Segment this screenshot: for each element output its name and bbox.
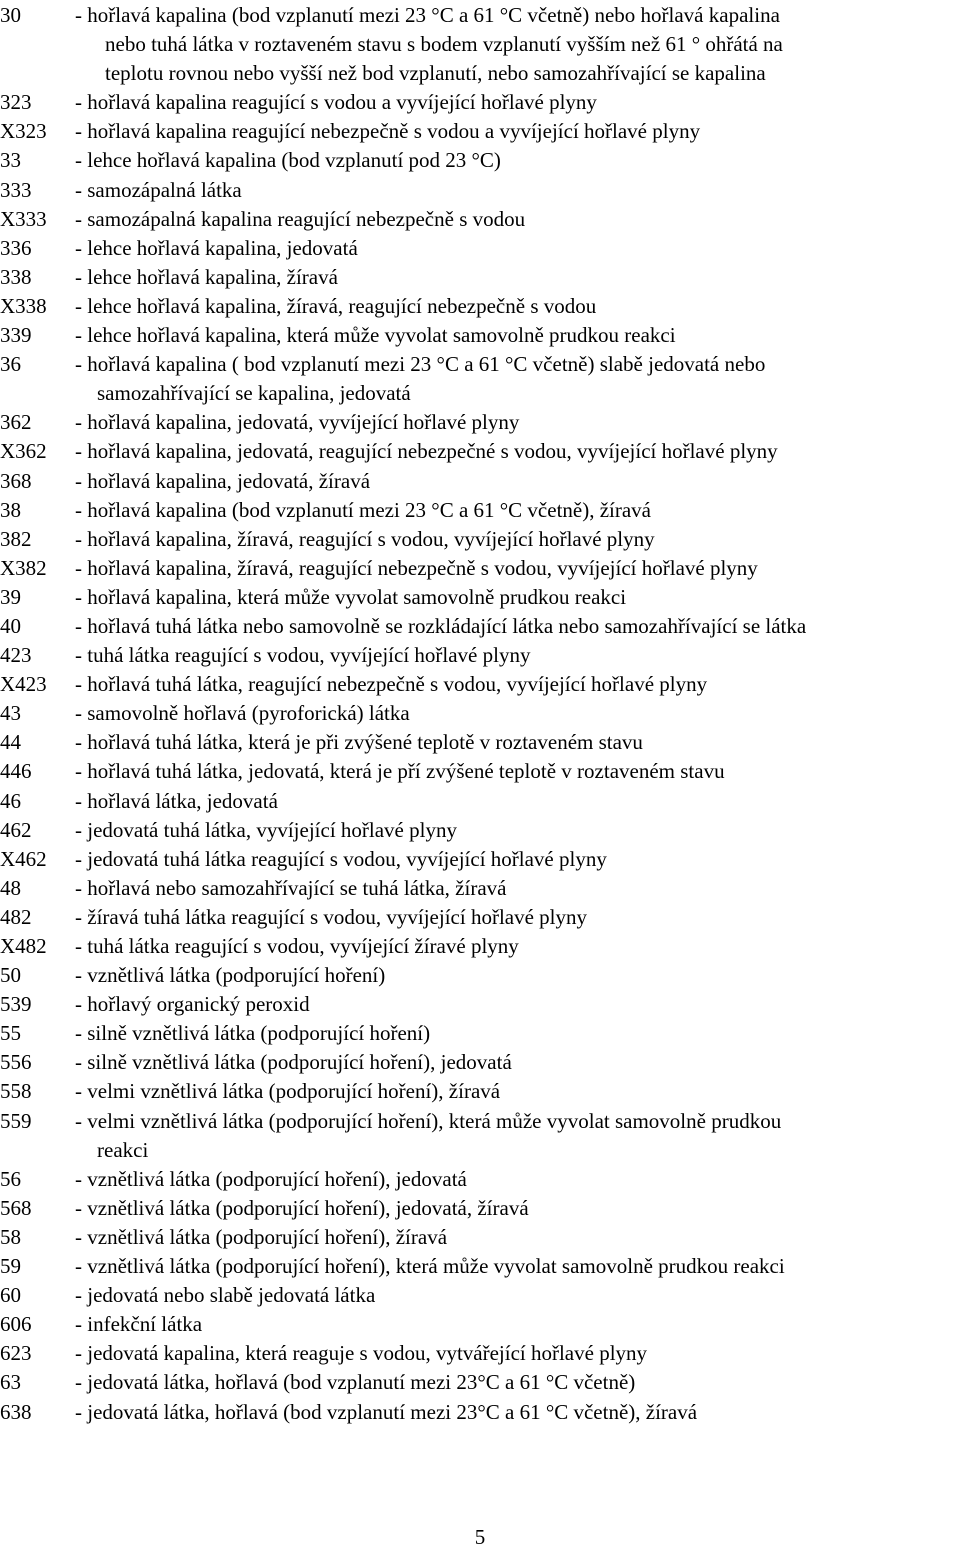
hazard-description [75,1223,960,1252]
description-line: - tuhá látka reagující s vodou, vyvíjející žíravé plyny [75,934,519,958]
description-line: nebo tuhá látka v roztaveném stavu s bodem vzplanutí vyšším než 61 ° ohřátá na [105,32,783,57]
description-line: - lehce hořlavá kapalina, žíravá, reagující nebezpečně s vodou [75,293,597,318]
list-item [0,583,960,612]
hazard-description [75,467,960,496]
hazard-description [75,1,960,88]
hazard-description [75,292,960,321]
description-line: - jedovatá tuhá látka reagující s vodou, vyvíjející hořlavé plyny [75,846,607,871]
hazard-description [75,699,960,728]
hazard-description [75,932,960,961]
description-line: - silně vznětlivá látka (podporující hoření), jedovatá [75,1050,512,1075]
list-item [0,1,960,88]
hazard-code: X338 [0,293,47,318]
list-item [0,612,960,641]
list-item [0,292,960,321]
hazard-code: 56 [0,1166,21,1191]
description-line: - lehce hořlavá kapalina, žíravá [75,264,338,289]
description-line: - hořlavá tuhá látka, která je při zvýšené teplotě v roztaveném stavu [75,730,643,755]
hazard-code: 39 [0,584,21,609]
list-item [0,1019,960,1048]
description-line: - samozápalná látka [75,177,242,202]
list-item [0,670,960,699]
list-item [0,263,960,292]
description-line: - samovolně hořlavá (pyroforická) látka [75,701,410,726]
list-item [0,467,960,496]
description-line: - velmi vznětlivá látka (podporující hoření), která může vyvolat samovolně prudkou [75,1108,782,1133]
list-item [0,728,960,757]
list-item [0,525,960,554]
description-line: reakci [97,1137,149,1162]
list-item [0,903,960,932]
hazard-description [75,88,960,117]
hazard-code: X423 [0,672,47,697]
hazard-code: 423 [0,643,32,668]
description-line: - hořlavá tuhá látka, reagující nebezpečně s vodou, vyvíjející hořlavé plyny [75,672,708,697]
hazard-code: 368 [0,468,32,493]
list-item [0,350,960,408]
hazard-description [75,670,960,699]
hazard-description [75,1252,960,1281]
hazard-description [75,1107,960,1165]
hazard-description [75,612,960,641]
hazard-description [75,437,960,466]
page-number: 5 [474,1525,486,1549]
hazard-code: 539 [0,992,32,1017]
hazard-code: 323 [0,90,32,115]
hazard-code: 382 [0,526,32,551]
hazard-code: 558 [0,1079,32,1104]
hazard-code: 30 [0,3,21,27]
hazard-description [75,961,960,990]
list-item [0,554,960,583]
hazard-description [75,263,960,292]
hazard-code: 44 [0,730,21,755]
list-item [0,641,960,670]
hazard-code: 33 [0,148,21,173]
hazard-description [75,1310,960,1339]
hazard-code: 333 [0,177,32,202]
hazard-code: X362 [0,439,47,464]
description-line: - samozápalná kapalina reagující nebezpečně s vodou [75,206,526,231]
hazard-description [75,146,960,175]
hazard-description [75,1019,960,1048]
description-line: - jedovatá kapalina, která reaguje s vodou, vytvářející hořlavé plyny [75,1341,648,1366]
hazard-description [75,845,960,874]
hazard-code: 556 [0,1050,32,1075]
description-line: - tuhá látka reagující s vodou, vyvíjející hořlavé plyny [75,643,531,668]
list-item [0,1310,960,1339]
hazard-description [75,525,960,554]
hazard-code: X382 [0,555,47,580]
hazard-code: 60 [0,1283,21,1308]
description-line: - infekční látka [75,1312,203,1337]
description-line: - hořlavá tuhá látka, jedovatá, která je pří zvýšené teplotě v roztaveném stavu [75,759,725,784]
hazard-code: 38 [0,497,21,522]
hazard-code: 43 [0,701,21,726]
hazard-code: X462 [0,846,47,871]
hazard-description [75,1398,960,1427]
list-item [0,961,960,990]
list-item [0,757,960,786]
hazard-description [75,1077,960,1106]
list-item [0,874,960,903]
hazard-code: 55 [0,1021,21,1046]
hazard-description [75,1281,960,1310]
hazard-code: 568 [0,1195,32,1220]
hazard-code: 338 [0,264,32,289]
hazard-code: 606 [0,1312,32,1337]
hazard-description [75,903,960,932]
hazard-description [75,117,960,146]
hazard-code: X333 [0,206,47,231]
hazard-description [75,554,960,583]
list-item [0,146,960,175]
hazard-description [75,1339,960,1368]
hazard-description [75,408,960,437]
hazard-code: 559 [0,1108,32,1133]
list-item [0,1252,960,1281]
list-item [0,176,960,205]
list-item [0,408,960,437]
hazard-code: 59 [0,1254,21,1279]
description-line: - hořlavý organický peroxid [75,992,310,1017]
list-item [0,205,960,234]
hazard-description [75,816,960,845]
hazard-code: 46 [0,788,21,813]
description-line: - hořlavá kapalina, jedovatá, reagující nebezpečné s vodou, vyvíjející hořlavé plyny [75,439,778,464]
list-item [0,88,960,117]
list-item [0,699,960,728]
description-line: - vznětlivá látka (podporující hoření), jedovatá [75,1166,467,1191]
list-item [0,816,960,845]
hazard-code: 336 [0,235,32,260]
description-line: - jedovatá nebo slabě jedovatá látka [75,1283,376,1308]
hazard-code: 50 [0,963,21,988]
list-item [0,1048,960,1077]
hazard-description [75,1048,960,1077]
hazard-code: 58 [0,1224,21,1249]
description-line: - hořlavá kapalina reagující s vodou a vyvíjející hořlavé plyny [75,90,597,115]
description-line: - hořlavá kapalina, jedovatá, vyvíjející hořlavé plyny [75,410,520,435]
description-line: - hořlavá kapalina, žíravá, reagující s vodou, vyvíjející hořlavé plyny [75,526,655,551]
list-item [0,787,960,816]
list-item [0,437,960,466]
description-line: - lehce hořlavá kapalina, která může vyvolat samovolně prudkou reakci [75,323,676,348]
description-line: - žíravá tuhá látka reagující s vodou, vyvíjející hořlavé plyny [75,904,587,929]
hazard-description [75,874,960,903]
list-item [0,1107,960,1165]
description-line: - hořlavá kapalina, žíravá, reagující nebezpečně s vodou, vyvíjející hořlavé plyny [75,555,758,580]
description-line: - lehce hořlavá kapalina (bod vzplanutí pod 23 °C) [75,148,501,173]
description-line: - vznětlivá látka (podporující hoření), která může vyvolat samovolně prudkou reakci [75,1254,785,1279]
description-line: - hořlavá kapalina reagující nebezpečně s vodou a vyvíjející hořlavé plyny [75,119,701,144]
hazard-description [75,583,960,612]
hazard-code: 63 [0,1370,21,1395]
hazard-description [75,176,960,205]
description-line: teplotu rovnou nebo vyšší než bod vzplanutí, nebo samozahřívající se kapalina [105,61,766,86]
description-line: - jedovatá tuhá látka, vyvíjející hořlavé plyny [75,817,457,842]
hazard-code: 48 [0,875,21,900]
list-item [0,234,960,263]
description-line: - hořlavá látka, jedovatá [75,788,278,813]
list-item [0,1398,960,1427]
description-line: - hořlavá kapalina, jedovatá, žíravá [75,468,371,493]
hazard-description [75,1194,960,1223]
list-item [0,1194,960,1223]
hazard-description [75,757,960,786]
list-item [0,1223,960,1252]
hazard-description [75,641,960,670]
hazard-code: 638 [0,1399,32,1424]
list-item [0,932,960,961]
list-item [0,1281,960,1310]
hazard-code: 362 [0,410,32,435]
list-item [0,496,960,525]
list-item [0,1368,960,1397]
list-item [0,845,960,874]
description-line: - hořlavá nebo samozahřívající se tuhá látka, žíravá [75,875,507,900]
description-line: - vznětlivá látka (podporující hoření), žíravá [75,1224,448,1249]
description-line: - lehce hořlavá kapalina, jedovatá [75,235,358,260]
hazard-code: 339 [0,323,32,348]
description-line: - hořlavá kapalina ( bod vzplanutí mezi 23 °C a 61 °C včetně) slabě jedovatá nebo [75,352,766,377]
hazard-description [75,1165,960,1194]
hazard-code: 623 [0,1341,32,1366]
list-item [0,321,960,350]
list-item [0,117,960,146]
hazard-code: 36 [0,352,21,377]
description-line: - hořlavá kapalina (bod vzplanutí mezi 23 °C a 61 °C včetně), žíravá [75,497,652,522]
description-line: - hořlavá kapalina (bod vzplanutí mezi 23 °C a 61 °C včetně) nebo hořlavá kapalina [75,3,780,27]
hazard-description [75,496,960,525]
description-line: - silně vznětlivá látka (podporující hoření) [75,1021,431,1046]
hazard-code: 446 [0,759,32,784]
hazard-description [75,728,960,757]
list-item [0,990,960,1019]
hazard-code: X482 [0,934,47,958]
description-line: - hořlavá tuhá látka nebo samovolně se rozkládající látka nebo samozahřívající se látka [75,613,807,638]
description-line: - jedovatá látka, hořlavá (bod vzplanutí mezi 23°C a 61 °C včetně), žíravá [75,1399,698,1424]
list-item [0,1165,960,1194]
hazard-description [75,787,960,816]
description-line: - velmi vznětlivá látka (podporující hoření), žíravá [75,1079,501,1104]
description-line: samozahřívající se kapalina, jedovatá [97,381,411,406]
hazard-code: 482 [0,904,32,929]
hazard-description [75,321,960,350]
hazard-code: 40 [0,613,21,638]
hazard-description [75,350,960,408]
description-line: - vznětlivá látka (podporující hoření) [75,963,386,988]
list-item [0,1077,960,1106]
hazard-description [75,234,960,263]
hazard-description [75,205,960,234]
list-item [0,1339,960,1368]
hazard-code: 462 [0,817,32,842]
description-line: - hořlavá kapalina, která může vyvolat samovolně prudkou reakci [75,584,627,609]
hazard-code: X323 [0,119,47,144]
hazard-description [75,1368,960,1397]
description-line: - vznětlivá látka (podporující hoření), jedovatá, žíravá [75,1195,529,1220]
hazard-description [75,990,960,1019]
description-line: - jedovatá látka, hořlavá (bod vzplanutí mezi 23°C a 61 °C včetně) [75,1370,636,1395]
